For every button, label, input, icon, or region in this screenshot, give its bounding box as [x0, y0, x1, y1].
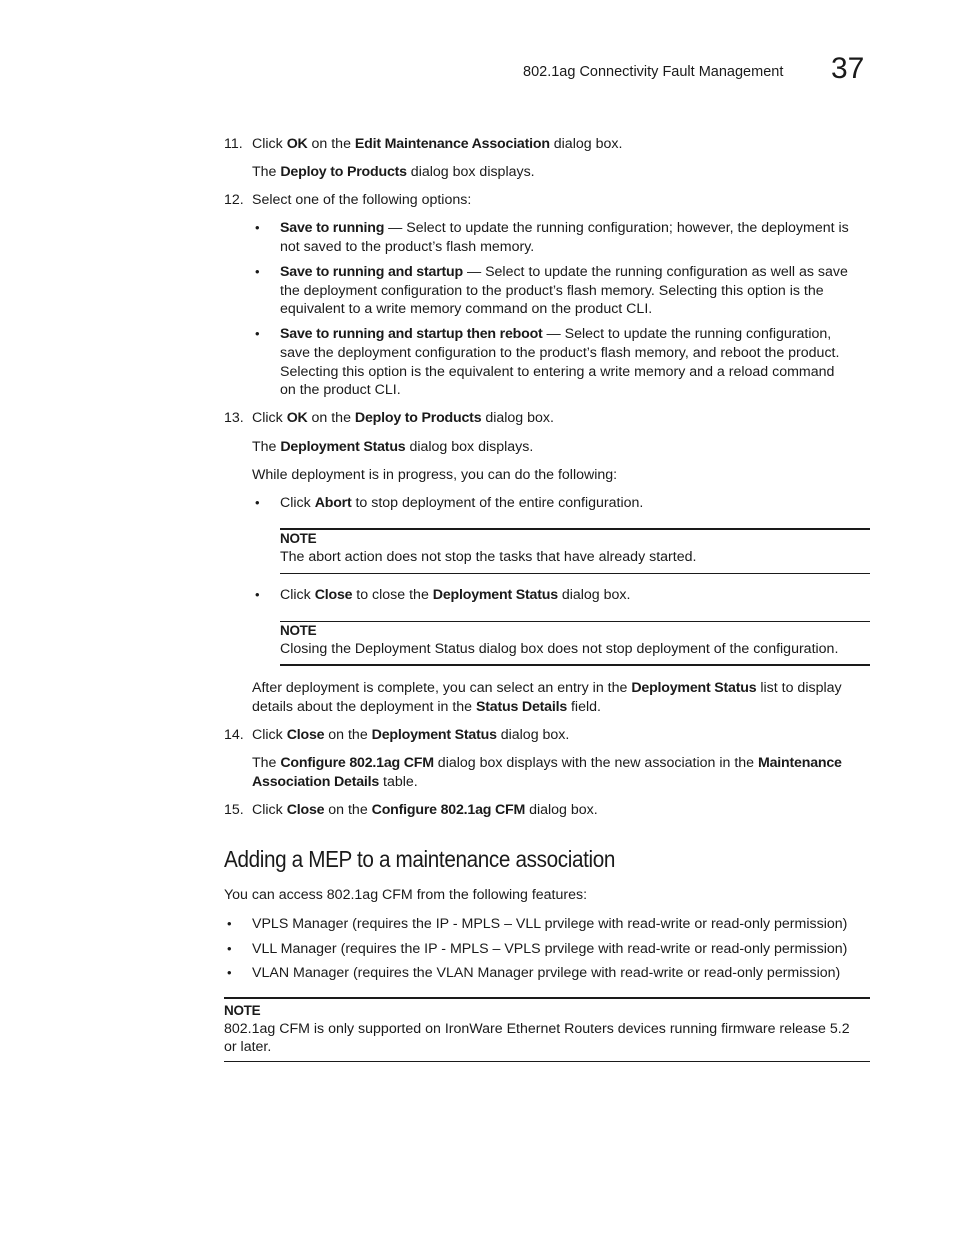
step-14-result: The Configure 802.1ag CFM dialog box displays with the new association in the Maintenance	[252, 755, 842, 771]
step-13-progress-text: While deployment is in progress, you can do the following:	[252, 467, 618, 483]
option-text-line: save the deployment configuration to the product’s flash memory, and reboot the product.	[280, 345, 840, 361]
note-label: NOTE	[280, 531, 317, 546]
feature-item: VLAN Manager (requires the VLAN Manager prvilege with read-write or read-only permission)	[252, 965, 841, 981]
note-rule-bottom	[280, 573, 870, 574]
step-13-result: The Deployment Status dialog box displays.	[252, 439, 534, 455]
running-header: 802.1ag Connectivity Fault Management	[523, 64, 784, 80]
note-text: The abort action does not stop the tasks that have already started.	[280, 549, 697, 565]
bullet-icon: •	[255, 264, 260, 279]
option-text-line: Selecting this option is the equivalent to entering a write memory and a reload command	[280, 364, 835, 380]
note-rule-bottom	[280, 664, 870, 666]
step-14-result: Association Details table.	[252, 774, 418, 790]
step-14-text: Click Close on the Deployment Status dialog box.	[252, 727, 570, 743]
feature-item: VLL Manager (requires the IP - MPLS – VPLS prvilege with read-write or read-only permission)	[252, 941, 848, 957]
option-text-line: the deployment configuration to the product’s flash memory. Selecting this option is the	[280, 283, 824, 299]
step-11-text: Click OK on the Edit Maintenance Association dialog box.	[252, 136, 623, 152]
abort-bullet-text: Click Abort to stop deployment of the entire configuration.	[280, 495, 644, 511]
step-12-text: Select one of the following options:	[252, 192, 472, 208]
section-heading: Adding a MEP to a maintenance association	[224, 846, 616, 872]
step-11-result: The Deploy to Products dialog box displays.	[252, 164, 535, 180]
bullet-icon: •	[255, 220, 260, 235]
step-number: 14.	[224, 727, 244, 743]
option-text-line: on the product CLI.	[280, 382, 401, 398]
option-text-line: not saved to the product’s flash memory.	[280, 239, 535, 255]
section-intro: You can access 802.1ag CFM from the following features:	[224, 887, 588, 903]
bullet-icon: •	[227, 941, 232, 956]
after-deployment-text: After deployment is complete, you can select an entry in the Deployment Status list to display	[252, 680, 842, 696]
step-number: 12.	[224, 192, 244, 208]
option-save-running: Save to running — Select to update the running configuration; however, the deployment is	[280, 220, 849, 236]
close-bullet-text: Click Close to close the Deployment Status dialog box.	[280, 587, 631, 603]
note-rule-top	[280, 621, 870, 622]
note-text: Closing the Deployment Status dialog box does not stop deployment of the configuration.	[280, 641, 839, 657]
step-15-text: Click Close on the Configure 802.1ag CFM dialog box.	[252, 802, 598, 818]
step-number: 11.	[224, 136, 243, 152]
note-rule-top	[280, 528, 870, 530]
option-save-running-startup-reboot: Save to running and startup then reboot — Select to update the running configuration,	[280, 326, 832, 342]
note-text: or later.	[224, 1039, 272, 1055]
bullet-icon: •	[255, 326, 260, 341]
note-rule-top	[224, 997, 870, 999]
bullet-icon: •	[255, 495, 260, 510]
note-label: NOTE	[224, 1003, 261, 1018]
bullet-icon: •	[227, 916, 232, 931]
note-text: 802.1ag CFM is only supported on IronWare Ethernet Routers devices running firmware release 5.2	[224, 1021, 850, 1037]
step-number: 15.	[224, 802, 244, 818]
option-save-running-startup: Save to running and startup — Select to update the running configuration as well as save	[280, 264, 848, 280]
step-number: 13.	[224, 410, 244, 426]
note-label: NOTE	[280, 623, 317, 638]
bullet-icon: •	[255, 587, 260, 602]
step-13-text: Click OK on the Deploy to Products dialog box.	[252, 410, 554, 426]
chapter-number: 37	[831, 52, 865, 85]
note-rule-bottom	[224, 1061, 870, 1062]
bullet-icon: •	[227, 965, 232, 980]
after-deployment-text: details about the deployment in the Status Details field.	[252, 699, 601, 715]
option-text-line: equivalent to a write memory command on the product CLI.	[280, 301, 653, 317]
feature-item: VPLS Manager (requires the IP - MPLS – VLL prvilege with read-write or read-only permission)	[252, 916, 848, 932]
